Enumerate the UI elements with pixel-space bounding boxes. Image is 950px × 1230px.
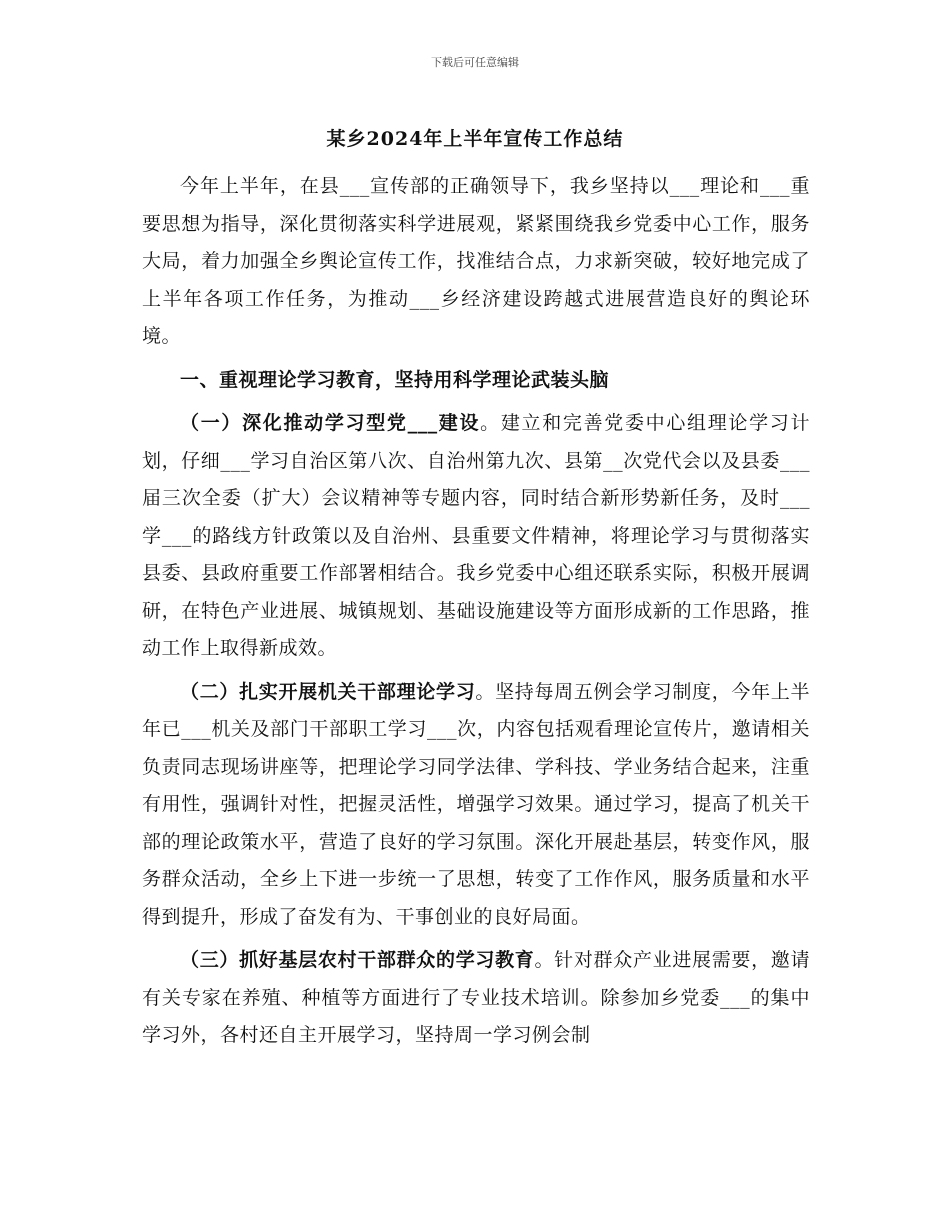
subsection-text-1: 。建立和完善党委中心组理论学习计划，仔细___学习自治区第八次、自治州第九次、县第__次党代会以及县委___届三次全委（扩大）会议精神等专题内容，同时结合新形势新任务，及时___学___的路线方针政策以及自治州、县重要文件精神，将理论学习与贯彻落实县委、县政府重要工作部署相结合。我乡党委中心组还联系实际，积极开展调研，在特色产业进展、城镇规划、基础设施建设等方面形成新的工作思路，推动工作上取得新成效。 bbox=[142, 412, 810, 659]
section-heading-1: 一、重视理论学习教育，坚持用科学理论武装头脑 bbox=[180, 368, 610, 391]
subsection-paragraph-2 bbox=[142, 674, 810, 937]
subsection-heading-2: （二）扎实开展机关干部理论学习 bbox=[180, 680, 476, 703]
intro-paragraph: 今年上半年，在县___宣传部的正确领导下，我乡坚持以___理论和___重要思想为指导，深化贯彻落实科学进展观，紧紧围绕我乡党委中心工作，服务大局，着力加强全乡舆论宣传工作，找准结合点，力求新突破，较好地完成了上半年各项工作任务，为推动___乡经济建设跨越式进展营造良好的舆论环境。 bbox=[142, 175, 810, 347]
header-note: 下载后可任意编辑 bbox=[431, 56, 519, 69]
document-body bbox=[142, 168, 810, 1061]
document-title: 某乡2024年上半年宣传工作总结 bbox=[326, 128, 624, 150]
subsection-text-3: 。针对群众产业进展需要，邀请有关专家在养殖、种植等方面进行了专业技术培训。除参加乡党委___的集中学习外，各村还自主开展学习，坚持周一学习例会制 bbox=[142, 949, 810, 1046]
subsection-text-2: 。坚持每周五例会学习制度，今年上半年已___机关及部门干部职工学习___次，内容包括观看理论宣传片，邀请相关负责同志现场讲座等，把理论学习同学法律、学科技、学业务结合起来，注重有用性，强调针对性，把握灵活性，增强学习效果。通过学习，提高了机关干部的理论政策水平，营造了良好的学习氛围。深化开展赴基层，转变作风，服务群众活动，全乡上下进一步统一了思想，转变了工作作风，服务质量和水平得到提升，形成了奋发有为、干事创业的良好局面。 bbox=[142, 680, 810, 928]
subsection-heading-3: （三）抓好基层农村干部群众的学习教育 bbox=[180, 949, 535, 971]
subsection-paragraph-1 bbox=[142, 405, 810, 668]
subsection-heading-1: （一）深化推动学习型党___建设 bbox=[180, 412, 481, 434]
subsection-paragraph-3 bbox=[142, 942, 810, 1055]
